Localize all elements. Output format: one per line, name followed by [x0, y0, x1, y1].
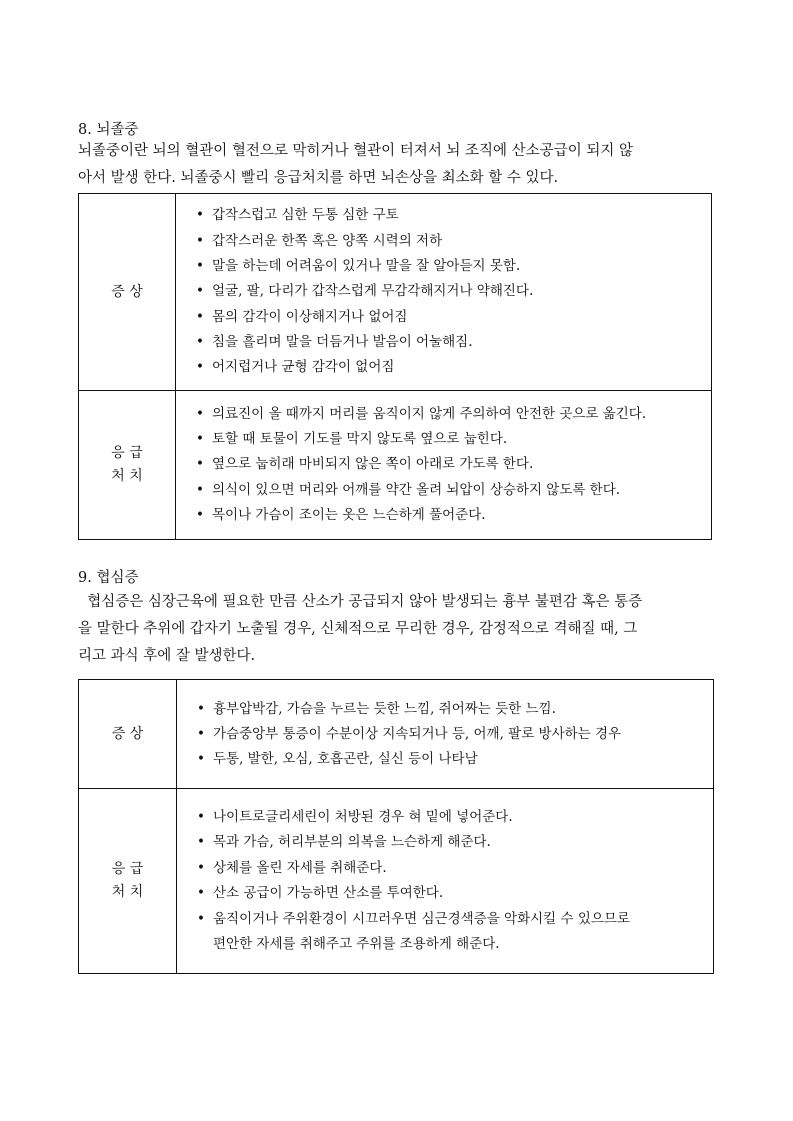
- paragraph-line: 을 말한다 추위에 갑자기 노출될 경우, 신체적으로 무리한 경우, 감정적으로 격해질 때, 그: [78, 621, 638, 637]
- list-item: • 의료진이 올 때까지 머리를 움직이지 않게 주의하여 안전한 곳으로 옮긴다.: [194, 402, 711, 427]
- symptoms-label: 증 상: [111, 283, 143, 300]
- symptoms-label-cell: [79, 194, 176, 391]
- firstaid-label-line: 처 치: [111, 468, 143, 484]
- list-item: • 말을 하는데 어려움이 있거나 말을 잘 알아듣지 못함.: [194, 254, 711, 279]
- symptoms-cell: [177, 680, 714, 789]
- list-item: • 산소 공급이 가능하면 산소를 투여한다.: [195, 881, 713, 907]
- list-item: • 갑작스럽고 심한 두통 심한 구토: [194, 203, 711, 228]
- list-item: • 흉부압박감, 가슴을 누르는 듯한 느낌, 쥐어짜는 듯한 느낌.: [195, 697, 713, 722]
- list-item: • 움직이거나 주위환경이 시끄러우면 심근경색증을 악화시킬 수 있으므로: [195, 907, 713, 933]
- list-item: • 의식이 있으면 머리와 어깨를 약간 올려 뇌압이 상승하지 않도록 한다.: [194, 478, 711, 503]
- section-title-angina: 9. 협심증: [78, 570, 139, 586]
- list-item: • 토할 때 토물이 기도를 막지 않도록 옆으로 눕힌다.: [194, 427, 711, 452]
- paragraph-line: 뇌졸중이란 뇌의 혈관이 혈전으로 막히거나 혈관이 터져서 뇌 조직에 산소공급이 되지 않: [78, 143, 633, 159]
- symptoms-cell: [176, 194, 712, 391]
- list-item: • 갑작스러운 한쪽 혹은 양쪽 시력의 저하: [194, 229, 711, 254]
- table-row: [79, 680, 714, 789]
- list-item: • 침을 흘리며 말을 더듬거나 발음이 어눌해짐.: [194, 330, 711, 355]
- angina-info-table: [78, 679, 714, 974]
- table-row: [79, 391, 712, 540]
- firstaid-label-line: 응 급: [111, 861, 144, 877]
- firstaid-label-cell: [79, 391, 176, 540]
- symptoms-list: [176, 203, 711, 380]
- list-item: • 가슴중앙부 통증이 수분이상 지속되거나 등, 어깨, 팔로 방사하는 경우: [195, 722, 713, 747]
- firstaid-label-cell: [79, 789, 177, 974]
- symptoms-label-cell: [79, 680, 177, 789]
- angina-intro-paragraph: [78, 589, 718, 670]
- paragraph-line: 리고 과식 후에 잘 발생한다.: [78, 648, 256, 664]
- firstaid-label-line: 처 치: [111, 884, 144, 900]
- list-item: • 두통, 발한, 오심, 호흡곤란, 실신 등이 나타남: [195, 747, 713, 772]
- list-item: • 목과 가슴, 허리부분의 의복을 느슨하게 해준다.: [195, 830, 713, 856]
- firstaid-label-line: 응 급: [111, 445, 143, 461]
- list-item: • 몸의 감각이 이상해지거나 없어짐: [194, 305, 711, 330]
- list-item: • 옆으로 눕히래 마비되지 않은 쪽이 아래로 가도록 한다.: [194, 452, 711, 477]
- paragraph-line: 아서 발생 한다. 뇌졸중시 빨리 응급처치를 하면 뇌손상을 최소화 할 수 있다.: [78, 170, 559, 186]
- list-item: • 어지럽거나 균형 감각이 없어짐: [194, 355, 711, 380]
- symptoms-list: [177, 697, 713, 772]
- table-row: [79, 194, 712, 391]
- firstaid-cell: [177, 789, 714, 974]
- firstaid-cell: [176, 391, 712, 540]
- list-item: • 상체를 올린 자세를 취해준다.: [195, 856, 713, 882]
- stroke-info-table: [78, 193, 712, 540]
- stroke-intro-paragraph: [78, 138, 718, 192]
- list-item: • 얼굴, 팔, 다리가 갑작스럽게 무감각해지거나 약해진다.: [194, 279, 711, 304]
- firstaid-list: [177, 805, 713, 958]
- list-item-continuation: 편안한 자세를 취해주고 주위를 조용하게 해준다.: [213, 936, 500, 952]
- list-item: • 목이나 가슴이 조이는 옷은 느슨하게 풀어준다.: [194, 503, 711, 528]
- list-item: • 나이트로글리세린이 처방된 경우 혀 밑에 넣어준다.: [195, 805, 713, 831]
- section-title-stroke: 8. 뇌졸중: [78, 122, 139, 138]
- table-row: [79, 789, 714, 974]
- firstaid-list: [176, 402, 711, 528]
- paragraph-line: 협심증은 심장근육에 필요한 만큼 산소가 공급되지 않아 발생되는 흉부 불편감 혹은 통증: [78, 594, 643, 610]
- symptoms-label: 증 상: [111, 725, 144, 742]
